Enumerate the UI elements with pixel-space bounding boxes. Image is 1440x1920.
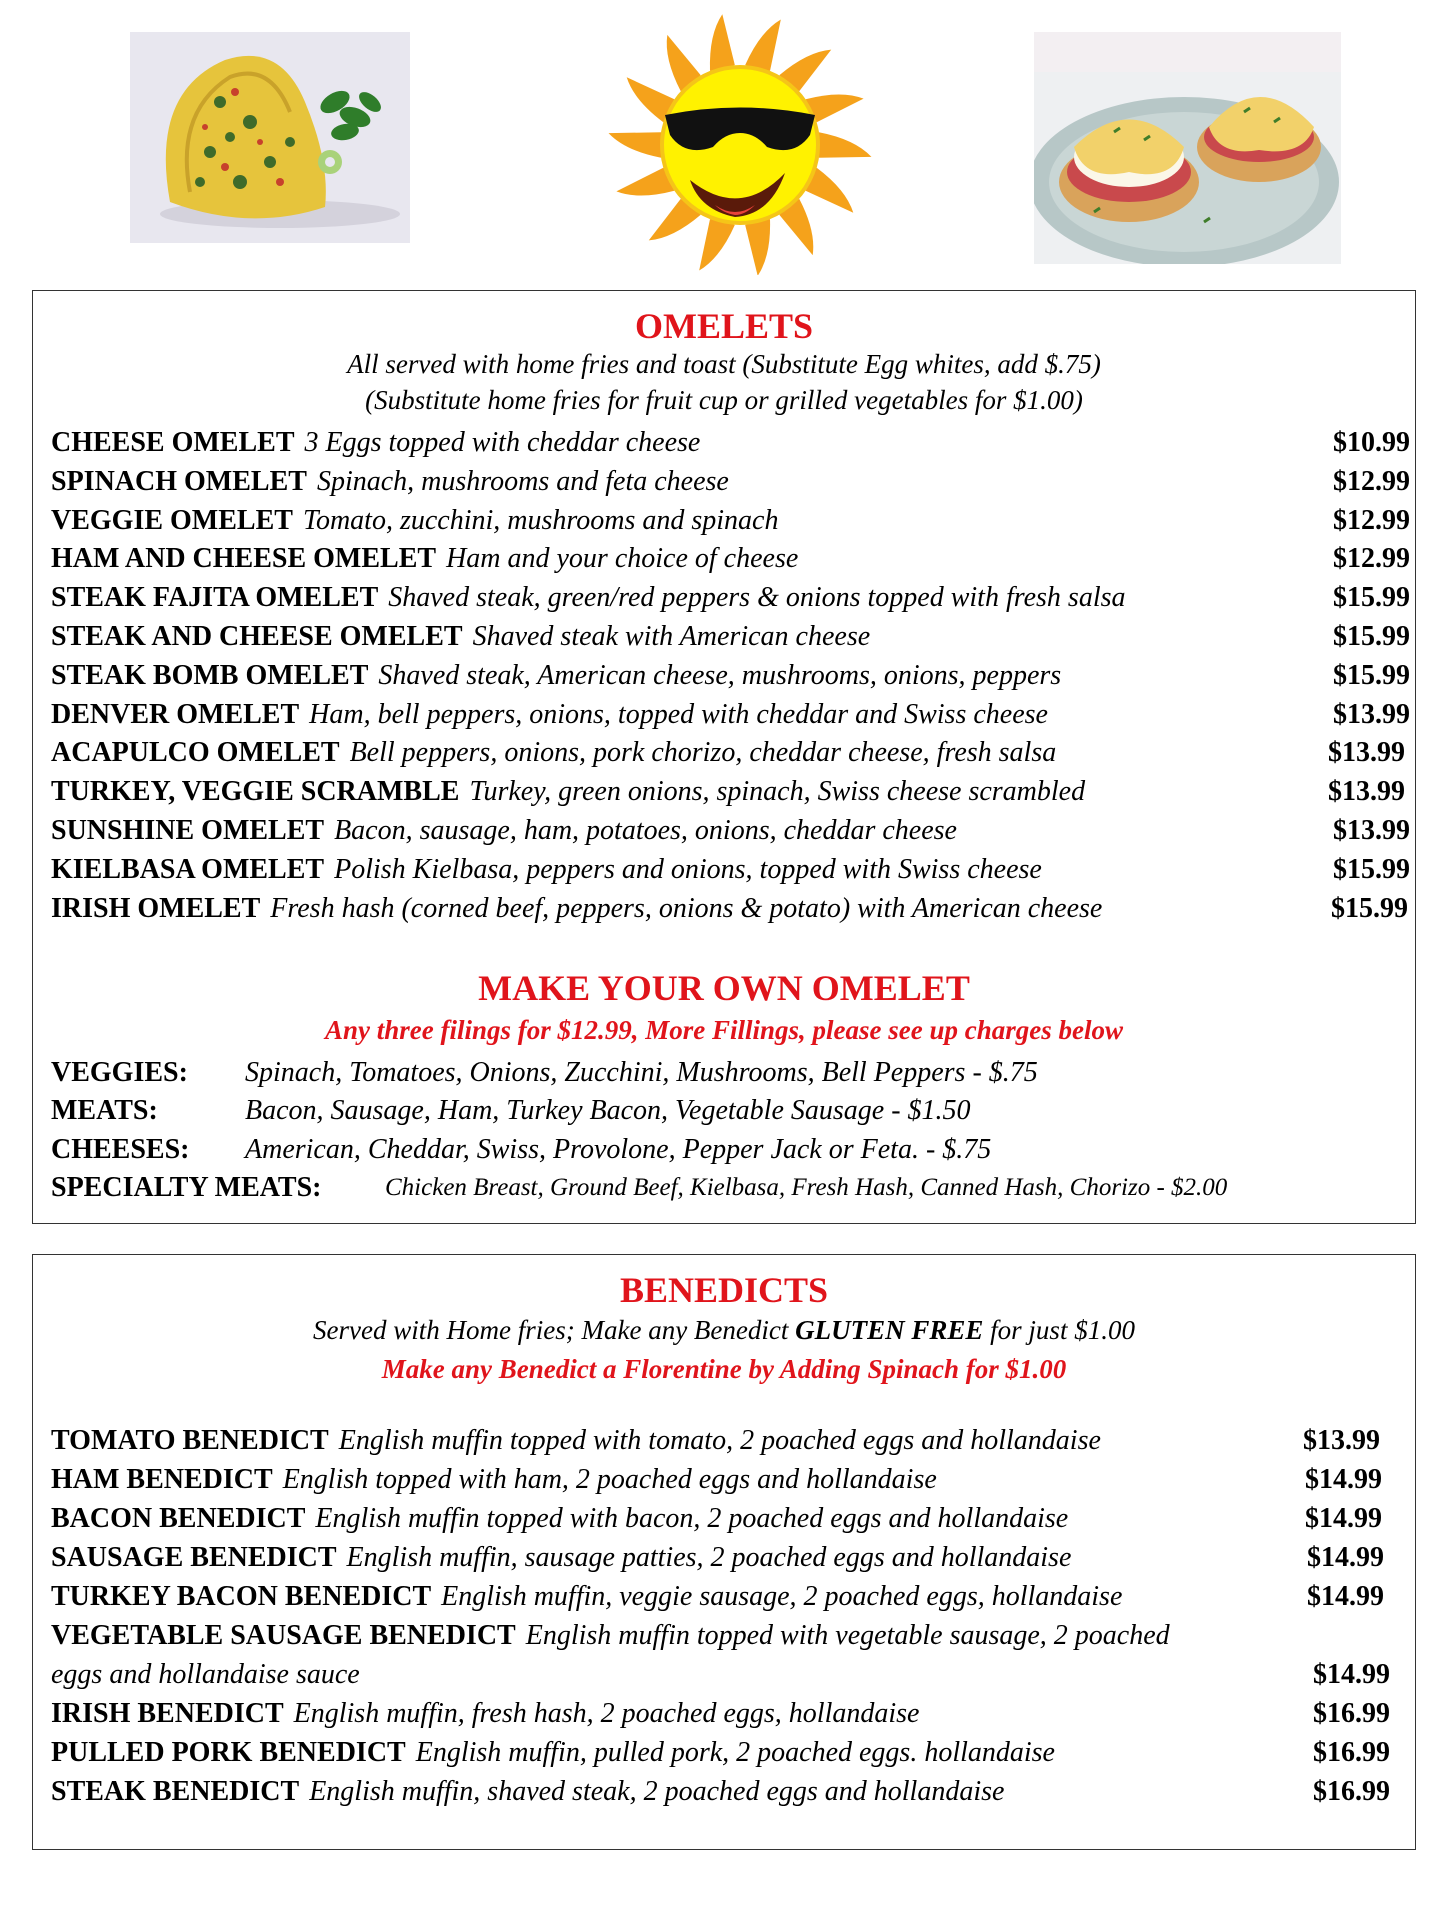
- item-price: $13.99: [1303, 1425, 1380, 1456]
- item-price: $13.99: [1328, 737, 1405, 768]
- item-description: English muffin topped with vegetable sausage, 2 poached: [525, 1620, 1170, 1651]
- omelets-section: [32, 290, 1416, 1224]
- item-description: Shaved steak with American cheese: [472, 621, 871, 652]
- item-description: Tomato, zucchini, mushrooms and spinach: [302, 505, 779, 536]
- item-name: TURKEY, VEGGIE SCRAMBLE: [51, 776, 460, 807]
- menu-item: [51, 464, 1410, 500]
- item-price: $14.99: [1313, 1659, 1390, 1690]
- item-name: ACAPULCO OMELET: [51, 737, 340, 768]
- item-description: Turkey, green onions, spinach, Swiss cheese scrambled: [469, 776, 1086, 807]
- make-your-own-subheading: Any three filings for $12.99, More Fillings, please see up charges below: [324, 1015, 1124, 1045]
- make-your-own-heading: MAKE YOUR OWN OMELET: [478, 968, 970, 1008]
- menu-item: [51, 658, 1410, 694]
- item-price: $16.99: [1313, 1776, 1390, 1807]
- item-price: $16.99: [1313, 1737, 1390, 1768]
- menu-item: [51, 619, 1410, 655]
- item-price: $14.99: [1307, 1542, 1384, 1573]
- item-price: $13.99: [1333, 699, 1410, 730]
- item-name: SUNSHINE OMELET: [51, 815, 325, 846]
- filling-row: [51, 1170, 1401, 1206]
- item-name: KIELBASA OMELET: [51, 854, 325, 885]
- omelets-note-sides: All served with home fries and toast (Substitute Egg whites, add $.75): [347, 349, 1101, 379]
- menu-item: [51, 1618, 1391, 1690]
- sun-ray: [745, 219, 770, 275]
- item-description: English topped with ham, 2 poached eggs and hollandaise: [282, 1464, 937, 1495]
- filling-category-label: SPECIALTY MEATS:: [51, 1172, 322, 1203]
- benedicts-note: [33, 1313, 1415, 1347]
- item-description-continued: eggs and hollandaise sauce: [51, 1659, 360, 1690]
- item-description: Shaved steak, green/red peppers & onions topped with fresh salsa: [388, 582, 1126, 613]
- item-price: $16.99: [1313, 1698, 1390, 1729]
- item-name: STEAK BOMB OMELET: [51, 660, 369, 691]
- sun-ray: [745, 19, 781, 70]
- menu-item: [51, 813, 1410, 849]
- filling-row: [51, 1055, 1401, 1091]
- omelets-note-substitute: (Substitute home fries for fruit cup or grilled vegetables for $1.00): [365, 385, 1083, 415]
- menu-item: [51, 1540, 1391, 1576]
- item-description: Ham and your choice of cheese: [446, 543, 799, 574]
- item-price: $15.99: [1333, 854, 1410, 885]
- menu-item: [51, 1579, 1391, 1615]
- item-description: English muffin topped with bacon, 2 poached eggs and hollandaise: [315, 1503, 1069, 1534]
- menu-item: [51, 1501, 1391, 1537]
- benedicts-note-text: Served with Home fries; Make any Benedict: [313, 1315, 789, 1345]
- item-price: $12.99: [1333, 505, 1410, 536]
- filling-row: [51, 1132, 1401, 1168]
- item-price: $12.99: [1333, 466, 1410, 497]
- benedicts-note-price: for just $1.00: [990, 1315, 1135, 1345]
- item-price: $15.99: [1333, 621, 1410, 652]
- menu-item: [51, 697, 1410, 733]
- item-description: Fresh hash (corned beef, peppers, onions & potato) with American cheese: [270, 893, 1103, 924]
- item-price: $14.99: [1305, 1464, 1382, 1495]
- item-name: HAM BENEDICT: [51, 1464, 273, 1495]
- menu-item: [51, 1774, 1391, 1810]
- item-description: Bacon, sausage, ham, potatoes, onions, cheddar cheese: [334, 815, 957, 846]
- item-name: HAM AND CHEESE OMELET: [51, 543, 437, 574]
- menu-item: [51, 541, 1410, 577]
- item-description: Polish Kielbasa, peppers and onions, topped with Swiss cheese: [334, 854, 1042, 885]
- omelets-heading: OMELETS: [634, 306, 814, 346]
- filling-options: American, Cheddar, Swiss, Provolone, Pepper Jack or Feta. - $.75: [245, 1134, 992, 1165]
- item-name: BACON BENEDICT: [51, 1503, 306, 1534]
- item-name: STEAK AND CHEESE OMELET: [51, 621, 463, 652]
- item-description: English muffin, veggie sausage, 2 poached eggs, hollandaise: [441, 1581, 1123, 1612]
- sun-ray: [609, 132, 661, 157]
- benedicts-heading: BENEDICTS: [619, 1270, 829, 1310]
- item-name: STEAK BENEDICT: [51, 1776, 300, 1807]
- filling-options: Bacon, Sausage, Ham, Turkey Bacon, Vegetable Sausage - $1.50: [245, 1095, 971, 1126]
- item-description: Bell peppers, onions, pork chorizo, cheddar cheese, fresh salsa: [349, 737, 1057, 768]
- gluten-free-label: GLUTEN FREE: [795, 1315, 984, 1345]
- item-name: IRISH BENEDICT: [51, 1698, 284, 1729]
- item-description: English muffin, pulled pork, 2 poached eggs. hollandaise: [415, 1737, 1055, 1768]
- filling-category-label: CHEESES:: [51, 1134, 190, 1165]
- menu-item: [51, 1462, 1391, 1498]
- menu-item: [51, 1423, 1391, 1459]
- omelet-photo: [130, 32, 410, 243]
- item-price: $14.99: [1305, 1503, 1382, 1534]
- filling-options: Spinach, Tomatoes, Onions, Zucchini, Mushrooms, Bell Peppers - $.75: [245, 1057, 1038, 1088]
- filling-options: Chicken Breast, Ground Beef, Kielbasa, Fresh Hash, Canned Hash, Chorizo - $2.00: [385, 1174, 1228, 1201]
- benedicts-section: [32, 1254, 1416, 1850]
- item-description: English muffin, sausage patties, 2 poached eggs and hollandaise: [346, 1542, 1072, 1573]
- item-name: SPINACH OMELET: [51, 466, 307, 497]
- item-name: VEGETABLE SAUSAGE BENEDICT: [51, 1620, 516, 1651]
- item-name: TURKEY BACON BENEDICT: [51, 1581, 432, 1612]
- item-description: English muffin topped with tomato, 2 poached eggs and hollandaise: [338, 1425, 1101, 1456]
- item-name: VEGGIE OMELET: [51, 505, 293, 536]
- item-price: $15.99: [1331, 893, 1408, 924]
- item-name: DENVER OMELET: [51, 699, 300, 730]
- eggs-benedict-photo: [1034, 32, 1341, 264]
- item-name: IRISH OMELET: [51, 893, 261, 924]
- item-description: Ham, bell peppers, onions, topped with cheddar and Swiss cheese: [309, 699, 1048, 730]
- sun-sunglasses-graphic: [595, 5, 885, 275]
- filling-category-label: VEGGIES:: [51, 1057, 188, 1088]
- item-name: SAUSAGE BENEDICT: [51, 1542, 337, 1573]
- sun-ray: [699, 219, 735, 270]
- item-price: $10.99: [1333, 427, 1410, 458]
- item-price: $15.99: [1333, 660, 1410, 691]
- item-name: STEAK FAJITA OMELET: [51, 582, 379, 613]
- item-description: Spinach, mushrooms and feta cheese: [316, 466, 729, 497]
- sun-ray: [819, 132, 871, 157]
- item-description: Shaved steak, American cheese, mushrooms, onions, peppers: [378, 660, 1062, 691]
- item-description: 3 Eggs topped with cheddar cheese: [304, 427, 701, 458]
- menu-item: [51, 891, 1408, 927]
- sun-ray: [710, 14, 735, 71]
- menu-item: [51, 1735, 1391, 1771]
- item-price: $13.99: [1333, 815, 1410, 846]
- item-price: $12.99: [1333, 543, 1410, 574]
- item-name: CHEESE OMELET: [51, 427, 295, 458]
- menu-item: [51, 1696, 1391, 1732]
- item-name: TOMATO BENEDICT: [51, 1425, 329, 1456]
- menu-item: [51, 425, 1410, 461]
- filling-row: [51, 1093, 1401, 1129]
- item-price: $14.99: [1307, 1581, 1384, 1612]
- item-description: English muffin, shaved steak, 2 poached eggs and hollandaise: [309, 1776, 1005, 1807]
- menu-item: [51, 580, 1410, 616]
- menu-item: [51, 735, 1405, 771]
- item-name: PULLED PORK BENEDICT: [51, 1737, 406, 1768]
- item-description: English muffin, fresh hash, 2 poached eggs, hollandaise: [293, 1698, 920, 1729]
- menu-item: [51, 774, 1405, 810]
- filling-category-label: MEATS:: [51, 1095, 158, 1126]
- florentine-note: Make any Benedict a Florentine by Adding Spinach for $1.00: [381, 1354, 1067, 1384]
- menu-item: [51, 852, 1410, 888]
- item-price: $15.99: [1333, 582, 1410, 613]
- menu-item: [51, 503, 1410, 539]
- item-price: $13.99: [1328, 776, 1405, 807]
